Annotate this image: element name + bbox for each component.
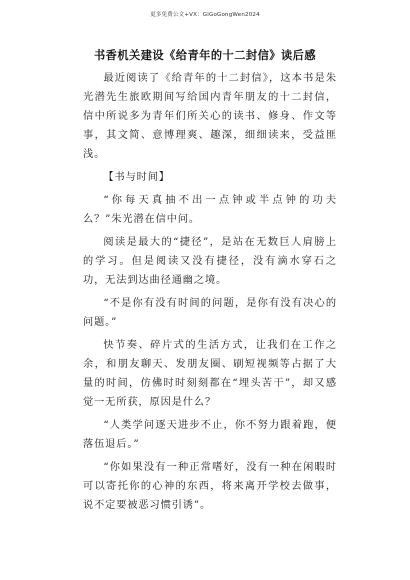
paragraph-intro: 最近阅读了《给青年的十二封信》，这本书是朱光潜先生旅欧期间写给国内青年朋友的十二封信，信中所说多为青年们所关心的读书、修身、作文等事，其文简、意博理爽、趣深，细细读来，受益匪浅。 bbox=[83, 73, 337, 160]
paragraph-quote-2: “不是你有没有时间的问题，是你有没有决心的问题。” bbox=[83, 298, 337, 328]
paragraph-body-1: 阅读是最大的“捷径”，是站在无数巨人肩膀上的学习。但是阅读又没有捷径，没有滴水穿石之功，无法到达曲径通幽之境。 bbox=[83, 237, 337, 286]
paragraph-quote-4: “你如果没有一种正常嗜好，没有一种在闲暇时可以寄托你的心神的东西，将来离开学校去做事，说不定要被恶习惯引诱”。 bbox=[83, 462, 337, 511]
section-heading: 【书与时间】 bbox=[103, 172, 170, 183]
paragraph-body-2: 快节奏、碎片式的生活方式，让我们在工作之余，和朋友聊天、发朋友圈、刷短视频等占据了大量的时间，仿佛时时刻刻都在“埋头苦干”，却又感觉一无所获，原因是什么？ bbox=[83, 340, 337, 408]
paragraph-quote-3: “人类学问逐天进步不止，你不努力跟着跑，便落伍退后。” bbox=[83, 420, 337, 450]
document-body bbox=[83, 69, 337, 519]
document-title: 书香机关建设《给青年的十二封信》读后感 bbox=[93, 49, 317, 62]
header-note: 更多免费公文+VX：GiGoGongWen2024 bbox=[150, 12, 260, 18]
paragraph-quote-1: “你每天真抽不出一点钟或半点钟的功夫么？”朱光潜在信中问。 bbox=[83, 195, 337, 225]
